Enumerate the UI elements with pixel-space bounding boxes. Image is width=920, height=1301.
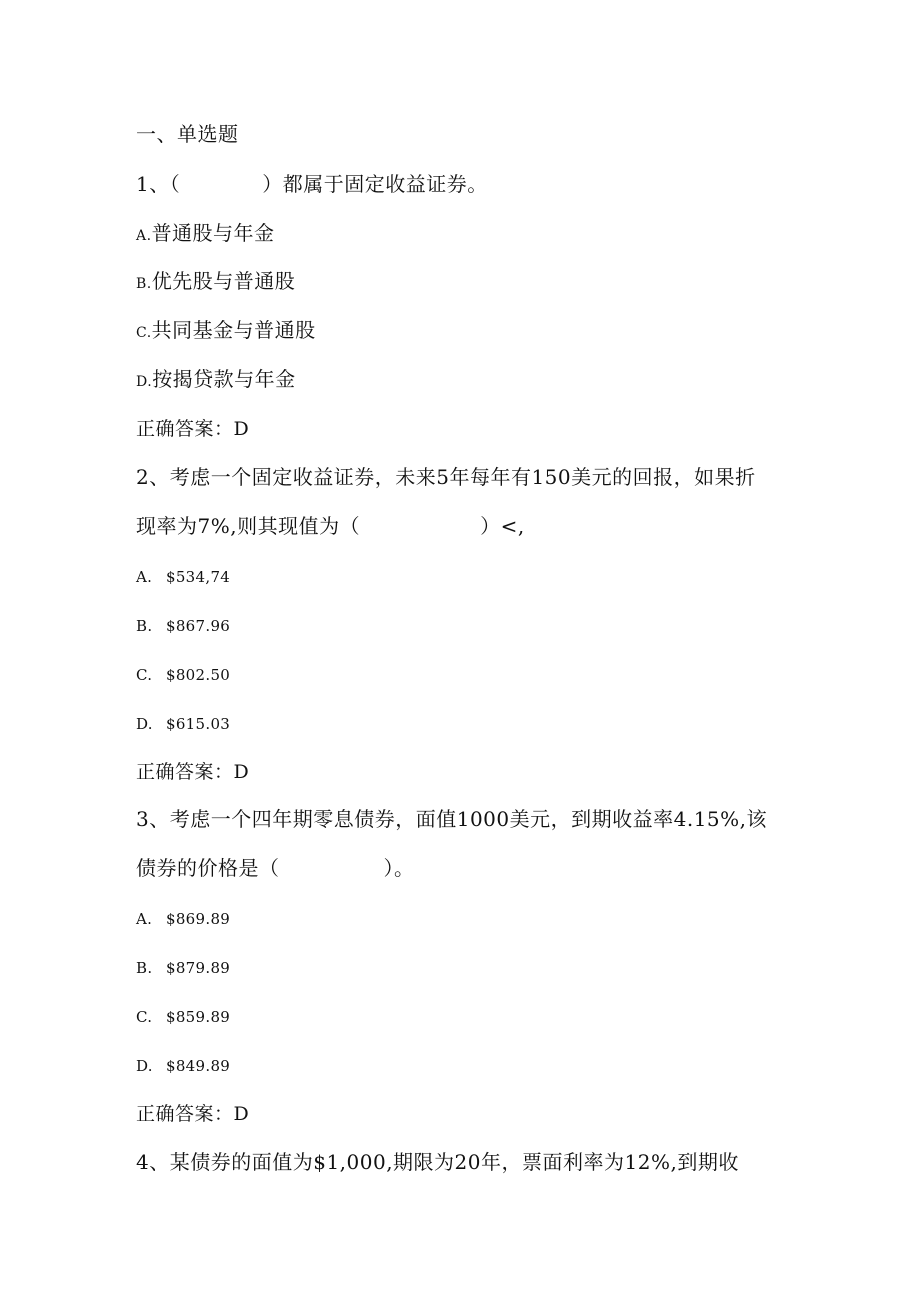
question-2-option-b: B. $867.96 xyxy=(136,617,231,635)
question-3-option-a: A. $869.89 xyxy=(136,910,231,928)
question-1-answer: 正确答案：D xyxy=(136,418,250,440)
question-1-stem xyxy=(136,172,488,196)
question-2-stem-line-2 xyxy=(136,514,525,538)
question-3-stem-prefix: 债券的价格是（ xyxy=(136,856,280,880)
question-1-stem-rest: ）都属于固定收益证券。 xyxy=(262,172,488,196)
question-2-option-d: D. $615.03 xyxy=(136,715,231,733)
question-3-stem-suffix: ）。 xyxy=(383,856,415,880)
question-1-option-b: B.优先股与普通股 xyxy=(136,269,296,293)
section-title: 一、单选题 xyxy=(136,122,239,146)
question-3-stem-line-1: 3、考虑一个四年期零息债券，面值1000美元，到期收益率4.15%,该 xyxy=(136,807,768,831)
question-number: 1、（ xyxy=(136,172,181,196)
question-3-answer: 正确答案：D xyxy=(136,1103,250,1125)
question-2-option-c: C. $802.50 xyxy=(136,666,231,684)
question-3-stem-line-2 xyxy=(136,856,415,880)
question-2-stem-suffix: ）<, xyxy=(480,514,525,538)
question-1-option-c: C.共同基金与普通股 xyxy=(136,318,316,342)
question-2-answer: 正确答案：D xyxy=(136,761,250,783)
question-2-option-a: A. $534,74 xyxy=(136,568,231,586)
question-3-option-b: B. $879.89 xyxy=(136,959,231,977)
question-2-stem-line-1: 2、考虑一个固定收益证券，未来5年每年有150美元的回报，如果折 xyxy=(136,465,756,489)
question-1-option-d: D.按揭贷款与年金 xyxy=(136,367,296,391)
question-3-option-d: D. $849.89 xyxy=(136,1057,231,1075)
question-4-stem-line-1: 4、某债券的面值为$1,000,期限为20年，票面利率为12%,到期收 xyxy=(136,1150,739,1174)
question-3-option-c: C. $859.89 xyxy=(136,1008,231,1026)
question-2-stem-prefix: 现率为7%,则其现值为（ xyxy=(136,514,361,538)
question-1-option-a: A.普通股与年金 xyxy=(136,221,275,245)
